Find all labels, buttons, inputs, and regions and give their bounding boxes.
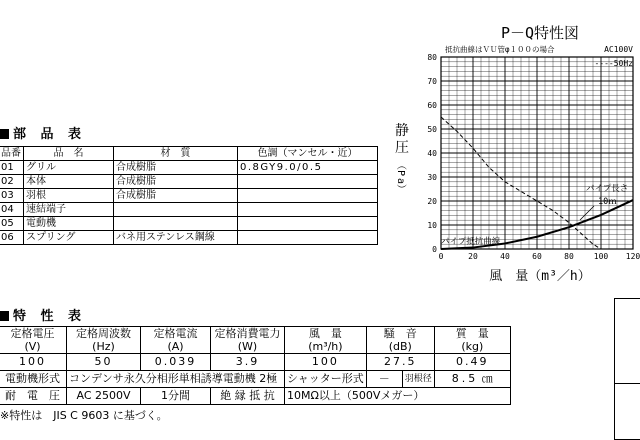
annotation-pipe-length: パイプ長さ <box>586 184 629 194</box>
parts-table-heading: 部 品 表 <box>0 123 86 142</box>
x-tick-label: 60 <box>532 252 542 261</box>
chart-title: P－Q特性図 <box>500 24 580 42</box>
x-tick-label: 0 <box>438 252 444 261</box>
y-tick-label: 70 <box>427 77 437 86</box>
blade-diameter-value: 8.5 <box>451 372 479 385</box>
part-color <box>238 203 378 217</box>
parts-header-no: 品番 <box>0 147 24 161</box>
part-material: 合成樹脂 <box>114 161 238 175</box>
parts-header-name: 品 名 <box>24 147 114 161</box>
motor-type-label: 電動機形式 <box>0 371 67 388</box>
spec-motor-row <box>0 371 510 388</box>
table-row <box>0 175 378 189</box>
y-tick-label: 10 <box>427 221 437 230</box>
chart-grid <box>441 57 633 249</box>
spec-frequency-value: 50 <box>67 354 141 371</box>
part-name: 羽根 <box>24 189 114 203</box>
insulation-resistance-label: 絶 縁 抵 抗 <box>211 388 285 405</box>
chart-ylabel <box>395 123 409 194</box>
y-tick-label: 20 <box>427 197 437 206</box>
withstand-voltage-label: 耐 電 圧 <box>0 388 67 405</box>
part-color <box>238 175 378 189</box>
part-no: 03 <box>0 189 24 203</box>
part-color <box>238 189 378 203</box>
part-color <box>238 231 378 245</box>
y-label-char: a <box>395 177 406 185</box>
spec-value-row <box>0 354 510 371</box>
chart-subtitle: 抵抗曲線はＶＵ管φ１００の場合 <box>445 45 555 54</box>
blade-diameter-unit: ㎝ <box>481 372 493 385</box>
spec-current-value: 0.039 <box>141 354 211 371</box>
blade-diameter-label: 羽根径 <box>402 371 434 388</box>
spec-header-power: 定格消費電力 (W) <box>211 327 285 354</box>
spec-mass-value: 0.49 <box>434 354 510 371</box>
spec-header-noise: 騒 音 (dB) <box>366 327 434 354</box>
blade-diameter-cell <box>434 371 510 388</box>
spec-voltage-value: 100 <box>0 354 67 371</box>
y-label-char: 静 <box>395 123 409 139</box>
part-no: 06 <box>0 231 24 245</box>
chart-xlabel: 風 量（m³／h） <box>489 269 591 284</box>
table-row <box>0 161 378 175</box>
table-row <box>0 231 378 245</box>
table-row <box>0 189 378 203</box>
part-name: スプリング <box>24 231 114 245</box>
part-no: 04 <box>0 203 24 217</box>
x-tick-label: 80 <box>564 252 574 261</box>
part-material: 合成樹脂 <box>114 189 238 203</box>
parts-header-color: 色調（マンセル・近） <box>238 147 378 161</box>
part-material <box>114 203 238 217</box>
y-tick-label: 50 <box>427 125 437 134</box>
y-tick-label: 0 <box>432 245 437 254</box>
y-label-char: 圧 <box>395 140 409 156</box>
part-material <box>114 217 238 231</box>
annotation-pipe-length-value: 10ｍ <box>598 197 617 207</box>
x-tick-label: 20 <box>468 252 478 261</box>
part-name: 電動機 <box>24 217 114 231</box>
parts-table <box>0 146 378 245</box>
insulation-resistance-value: 10MΩ以上（500Vメガー） <box>285 388 511 405</box>
part-name: グリル <box>24 161 114 175</box>
table-row <box>0 203 378 217</box>
y-label-char: （ <box>395 160 406 170</box>
table-row <box>0 217 378 231</box>
withstand-voltage-duration: 1分間 <box>141 388 211 405</box>
y-label-char: ） <box>395 184 406 194</box>
spec-note: ※特性は JIS C 9603 に基づく。 <box>0 409 168 422</box>
spec-header-airflow: 風 量 (m³/h) <box>285 327 367 354</box>
y-tick-label: 40 <box>427 149 437 158</box>
chart-legend-entry: ----50Hz <box>594 59 633 68</box>
part-material: バネ用ステンレス鋼線 <box>114 231 238 245</box>
parts-header-material: 材 質 <box>114 147 238 161</box>
drawing-frame-divider <box>614 383 640 384</box>
part-color: 0.8GY9.0/0.5 <box>238 161 378 175</box>
chart-condition: AC100V <box>604 45 633 54</box>
spec-header-current: 定格電流 (A) <box>141 327 211 354</box>
y-tick-label: 30 <box>427 173 437 182</box>
drawing-frame-edge <box>614 298 640 440</box>
spec-noise-value: 27.5 <box>366 354 434 371</box>
x-tick-label: 120 <box>625 252 640 261</box>
y-tick-label: 80 <box>427 53 437 62</box>
shutter-type-value: － <box>366 371 402 388</box>
part-no: 05 <box>0 217 24 231</box>
spec-header-row <box>0 327 510 354</box>
spec-table <box>0 326 511 405</box>
withstand-voltage-value: AC 2500V <box>67 388 141 405</box>
spec-header-frequency: 定格周波数 (Hz) <box>67 327 141 354</box>
spec-power-value: 3.9 <box>211 354 285 371</box>
x-tick-label: 40 <box>500 252 510 261</box>
spec-header-voltage: 定格電圧 (V) <box>0 327 67 354</box>
part-color <box>238 217 378 231</box>
part-no: 02 <box>0 175 24 189</box>
part-no: 01 <box>0 161 24 175</box>
annotation-pipe-curve: パイプ抵抗曲線 <box>441 237 501 247</box>
part-material: 合成樹脂 <box>114 175 238 189</box>
y-label-char: P <box>395 169 406 177</box>
y-tick-label: 60 <box>427 101 437 110</box>
motor-type-value: コンデンサ永久分相形単相誘導電動機 2極 <box>67 371 285 388</box>
pq-chart <box>380 0 640 290</box>
parts-header-row <box>0 147 378 161</box>
x-tick-label: 100 <box>593 252 609 261</box>
spec-airflow-value: 100 <box>285 354 367 371</box>
shutter-type-label: シャッター形式 <box>285 371 367 388</box>
bullet-square-icon <box>0 129 9 139</box>
spec-electrical-row <box>0 388 510 405</box>
bullet-square-icon <box>0 311 9 321</box>
part-name: 速結端子 <box>24 203 114 217</box>
part-name: 本体 <box>24 175 114 189</box>
spec-table-heading: 特 性 表 <box>0 305 86 324</box>
spec-header-mass: 質 量 (kg) <box>434 327 510 354</box>
